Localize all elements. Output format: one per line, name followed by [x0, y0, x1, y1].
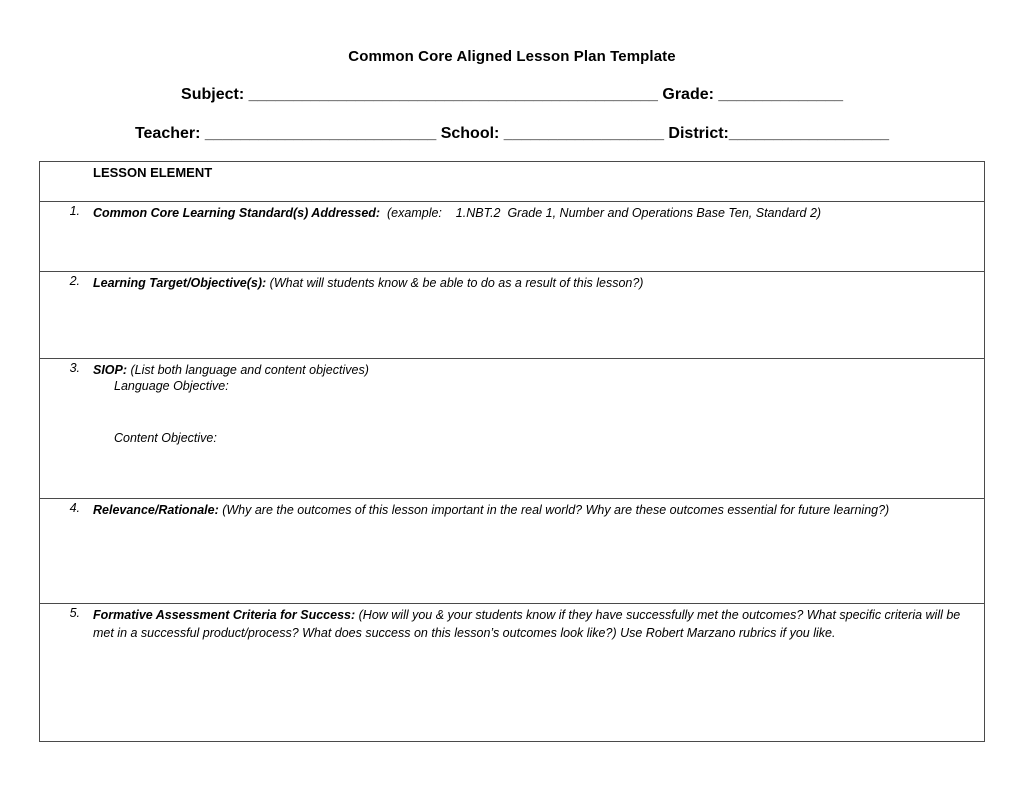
- row-content: [93, 501, 976, 519]
- row-number: 5.: [69, 606, 80, 620]
- table-row: [40, 202, 984, 272]
- row-content: [93, 606, 976, 642]
- row-content: [93, 274, 976, 292]
- language-objective-label: Language Objective:: [114, 379, 229, 393]
- row-number: 4.: [69, 501, 80, 515]
- row-label: Learning Target/Objective(s):: [93, 276, 267, 290]
- lesson-element-header: LESSON ELEMENT: [93, 165, 213, 180]
- row-label: Common Core Learning Standard(s) Addressed:: [93, 206, 381, 220]
- table-row: [40, 272, 984, 359]
- table-header-row: [40, 162, 984, 202]
- table-row: [40, 499, 984, 604]
- row-prompt: (Why are the outcomes of this lesson important in the real world? Why are these outcomes essential for future learning?): [218, 503, 890, 517]
- document-title: Common Core Aligned Lesson Plan Template: [348, 48, 676, 65]
- row-prompt: (How will you & your students know if they have successfully met the outcomes? What specific criteria will be met in a successful product/process? What does success on this lesson’s outcomes look like?) Use Robert Marzano rubrics if you like.: [93, 608, 961, 640]
- teacher-school-district-line: Teacher: __________________________ School: __________________ District:__________________: [134, 125, 890, 142]
- row-label: SIOP:: [93, 363, 128, 377]
- row-content: [93, 361, 976, 379]
- row-label: Formative Assessment Criteria for Success:: [93, 608, 356, 622]
- table-row: [40, 359, 984, 499]
- table-row: [40, 604, 984, 741]
- row-number: 3.: [69, 361, 80, 375]
- row-prompt: (What will students know & be able to do as a result of this lesson?): [266, 276, 644, 290]
- content-objective-label: Content Objective:: [114, 431, 217, 445]
- row-number: 1.: [69, 204, 80, 218]
- row-label: Relevance/Rationale:: [93, 503, 219, 517]
- subject-grade-line: Subject: ______________________________________________ Grade: ______________: [181, 86, 843, 103]
- row-content: [93, 204, 976, 222]
- row-prompt: (List both language and content objectives): [127, 363, 369, 377]
- lesson-plan-table: [39, 161, 985, 742]
- row-prompt: (example: 1.NBT.2 Grade 1, Number and Operations Base Ten, Standard 2): [380, 206, 822, 220]
- row-number: 2.: [69, 274, 80, 288]
